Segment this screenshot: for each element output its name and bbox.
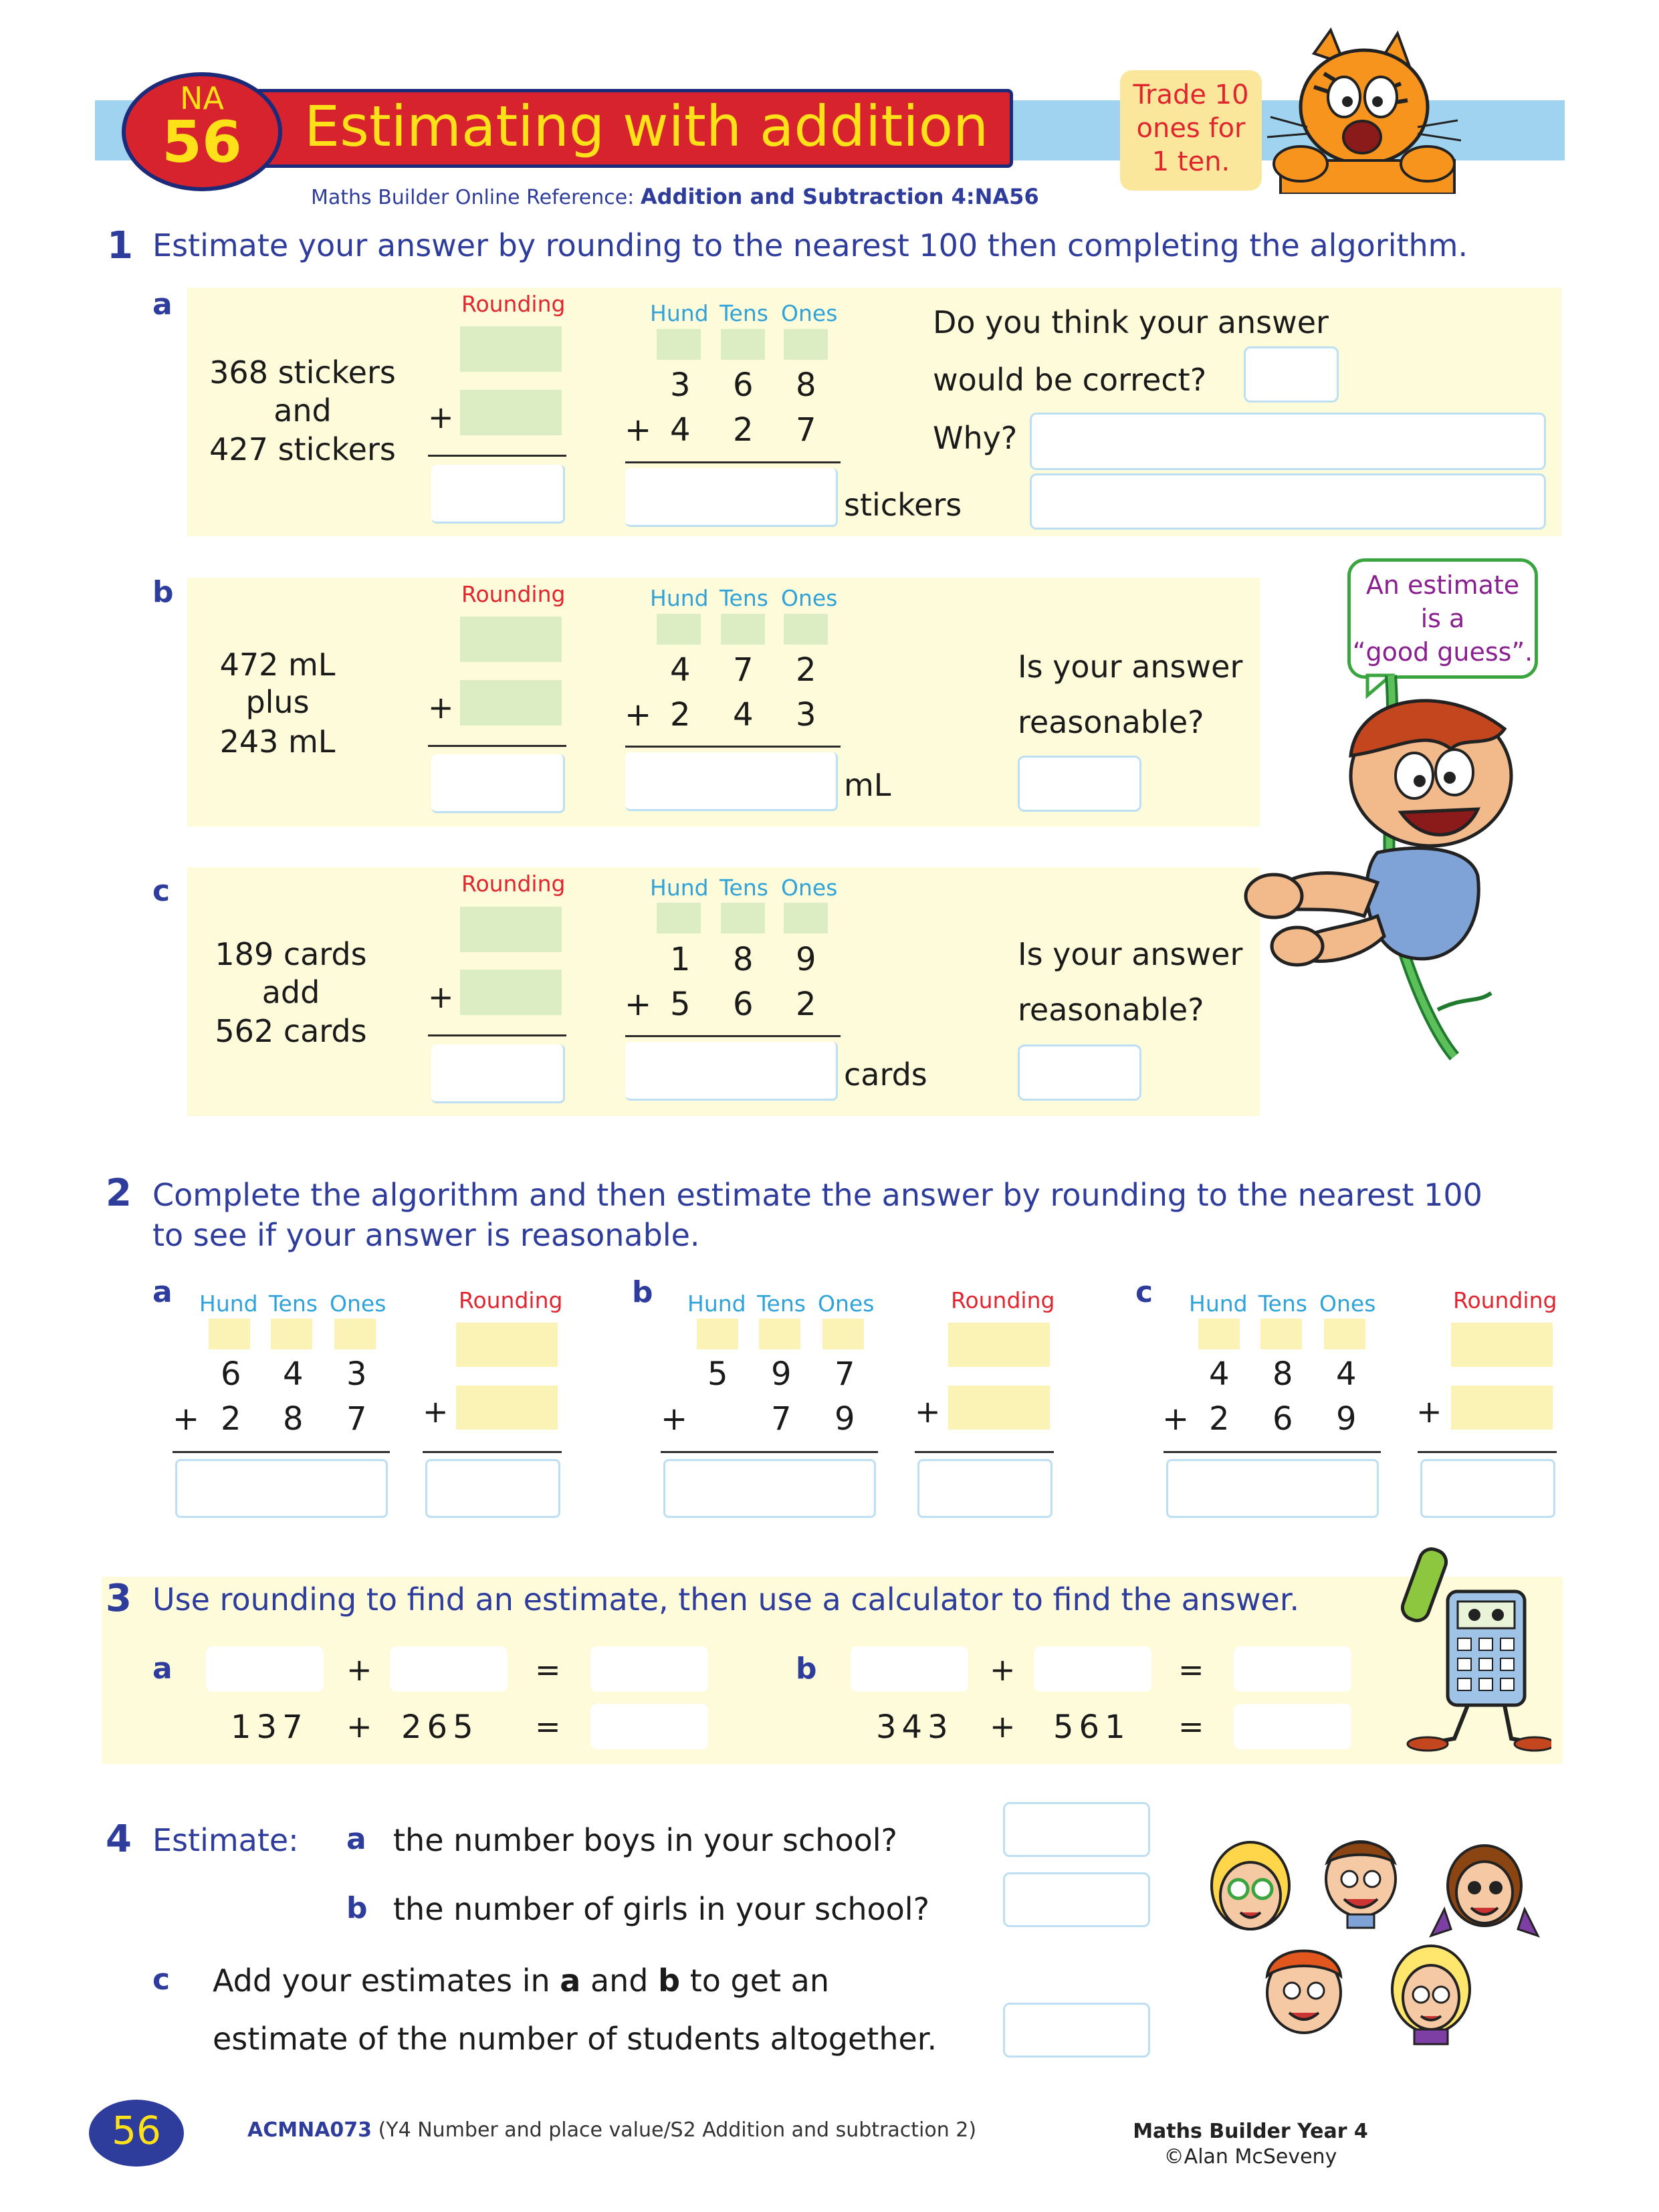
q2a-carry-ones[interactable]	[334, 1319, 376, 1349]
page-number: 56	[112, 2108, 161, 2153]
q1c-rounding-plus: +	[428, 979, 454, 1015]
q3-instruction: Use rounding to find an estimate, then use a calculator to find the answer.	[152, 1581, 1300, 1618]
q1a-rounding-plus: +	[428, 399, 454, 435]
q3a-estimate-left-input[interactable]	[206, 1646, 324, 1692]
q1c-rounding-answer-input[interactable]	[431, 1044, 565, 1103]
q3b-estimate-answer-input[interactable]	[1234, 1646, 1351, 1692]
q3b-calc-plus: +	[990, 1708, 1016, 1745]
q1a-problem-line-3: 427 stickers	[209, 431, 396, 467]
q1c-bottom-ones: 2	[796, 986, 816, 1023]
q4c-pre: Add your estimates in	[213, 1963, 560, 1999]
q2c-top-hund: 4	[1209, 1355, 1230, 1393]
q4c-estimate-input[interactable]	[1003, 2003, 1150, 2058]
q1a-rounding-answer-input[interactable]	[431, 465, 565, 524]
q1a-hund-label: Hund	[650, 300, 709, 326]
q1c-problem-line-3: 562 cards	[215, 1013, 367, 1049]
q1b-rounding-label: Rounding	[461, 581, 566, 607]
q1b-algorithm-rule	[625, 746, 841, 748]
q1a-carry-ones[interactable]	[784, 329, 828, 360]
q3a-estimate-equals: =	[535, 1652, 561, 1688]
reference-prefix: Maths Builder Online Reference:	[311, 186, 635, 209]
q1a-problem-line-1: 368 stickers	[209, 354, 396, 391]
q2c-top-tens: 8	[1273, 1355, 1293, 1393]
q3a-calc-plus: +	[346, 1708, 372, 1745]
q1a-rounding-bottom-input[interactable]	[460, 390, 562, 435]
tiger-cartoon-icon	[1267, 27, 1461, 194]
q1b-carry-ones[interactable]	[784, 614, 828, 645]
boy-on-vine-icon	[1224, 662, 1585, 1063]
q2a-rounding-answer-input[interactable]	[425, 1459, 560, 1518]
q2a-top-hund: 6	[221, 1355, 241, 1393]
calculator-cartoon-icon	[1391, 1545, 1551, 1752]
q1c-tens-label: Tens	[720, 875, 768, 901]
q4c-line-2: estimate of the number of students altogether.	[213, 2021, 937, 2057]
q2a-top-tens: 4	[283, 1355, 304, 1393]
q4c-mid: and	[580, 1963, 659, 1999]
q2c-rounding-label: Rounding	[1453, 1287, 1557, 1313]
q4c-letter: c	[152, 1963, 171, 1997]
q2b-top-hund: 5	[707, 1355, 728, 1393]
q4-number: 4	[106, 1817, 132, 1861]
q2b-tens-label: Tens	[757, 1291, 806, 1317]
q2c-algorithm-answer-input[interactable]	[1166, 1459, 1379, 1518]
q1b-problem-line-1: 472 mL	[219, 647, 336, 683]
q2b-bottom-ones: 9	[835, 1400, 855, 1438]
q1a-question-line-3: Why?	[933, 420, 1018, 456]
q1b-bottom-tens: 4	[733, 696, 754, 734]
q1a-rounding-top-input[interactable]	[460, 326, 562, 372]
q1c-rounding-rule	[428, 1034, 566, 1036]
q2c-rounding-top-input[interactable]	[1451, 1323, 1553, 1367]
q2a-hund-label: Hund	[199, 1291, 258, 1317]
q2c-ones-label: Ones	[1319, 1291, 1376, 1317]
q1c-problem-line-2: add	[261, 974, 320, 1010]
q2b-algorithm-rule	[661, 1451, 878, 1453]
q3b-letter: b	[796, 1652, 817, 1686]
q3a-estimate-answer-input[interactable]	[590, 1646, 708, 1692]
q2c-rounding-answer-input[interactable]	[1420, 1459, 1555, 1518]
q2-number: 2	[106, 1172, 132, 1215]
q2a-tens-label: Tens	[269, 1291, 318, 1317]
q2b-carry-ones[interactable]	[822, 1319, 864, 1349]
speech-line-1: An estimate	[1365, 570, 1520, 600]
q2a-ones-label: Ones	[330, 1291, 386, 1317]
tip-line-1: Trade 10	[1133, 80, 1249, 110]
q2b-rounding-plus: +	[915, 1394, 941, 1430]
q3a-letter: a	[152, 1652, 173, 1686]
q1b-bottom-ones: 3	[796, 696, 816, 734]
q2c-rounding-bottom-input[interactable]	[1451, 1386, 1553, 1430]
q1b-letter: b	[152, 575, 174, 609]
q2a-bottom-ones: 7	[346, 1400, 367, 1438]
q2c-bottom-tens: 6	[1273, 1400, 1293, 1438]
q1c-ones-label: Ones	[781, 875, 838, 901]
curriculum-text: (Y4 Number and place value/S2 Addition and subtraction 2)	[372, 2118, 977, 2142]
q1a-rounding-label: Rounding	[461, 291, 566, 317]
q2a-algorithm-plus: +	[173, 1400, 200, 1438]
q1a-bottom-tens: 2	[733, 411, 754, 449]
q2b-rounding-bottom-input[interactable]	[948, 1386, 1050, 1430]
q2a-algorithm-answer-input[interactable]	[175, 1459, 388, 1518]
q1b-problem-line-3: 243 mL	[219, 724, 336, 760]
reference-line	[311, 184, 1039, 209]
q2b-letter: b	[632, 1275, 653, 1309]
tip-line-2: ones for	[1136, 113, 1246, 144]
q3b-estimate-equals: =	[1178, 1652, 1204, 1688]
q4b-text: the number of girls in your school?	[393, 1891, 929, 1927]
q1c-algorithm-plus: +	[625, 986, 652, 1023]
q2b-rounding-label: Rounding	[951, 1287, 1055, 1313]
q2a-rounding-top-input[interactable]	[456, 1323, 558, 1367]
q1a-carry-tens[interactable]	[721, 329, 765, 360]
q2c-carry-ones[interactable]	[1324, 1319, 1365, 1349]
q1a-carry-hund[interactable]	[657, 329, 701, 360]
q3b-right-number: 561	[1053, 1708, 1131, 1746]
q2c-algorithm-rule	[1164, 1451, 1381, 1453]
q1a-algorithm-plus: +	[625, 411, 652, 449]
q1a-question-line-2: would be correct?	[933, 362, 1207, 398]
q3b-left-number: 343	[876, 1708, 954, 1746]
q2b-carry-hund[interactable]	[697, 1319, 738, 1349]
q1a-top-hund: 3	[670, 366, 691, 404]
q1c-bottom-hund: 5	[670, 986, 691, 1023]
footer-copyright: ©Alan McSeveny	[1164, 2145, 1337, 2169]
q2a-algorithm-rule	[173, 1451, 390, 1453]
q1a-rounding-rule	[428, 455, 566, 457]
q1c-bottom-tens: 6	[733, 986, 754, 1023]
tip-line-3: 1 ten.	[1151, 146, 1230, 177]
q4b-estimate-input[interactable]	[1003, 1872, 1150, 1927]
q3b-estimate-right-input[interactable]	[1034, 1646, 1151, 1692]
speech-line-2: is a	[1420, 604, 1465, 633]
q1b-hund-label: Hund	[650, 585, 709, 611]
q2a-bottom-hund: 2	[221, 1400, 241, 1438]
q1c-carry-hund[interactable]	[657, 903, 701, 933]
q1a-letter: a	[152, 288, 173, 322]
q1c-problem-line-1: 189 cards	[215, 936, 367, 972]
q2c-tens-label: Tens	[1258, 1291, 1307, 1317]
q2a-rounding-label: Rounding	[459, 1287, 563, 1313]
tip-note	[1120, 70, 1262, 191]
q2a-top-ones: 3	[346, 1355, 367, 1393]
q2b-algorithm-answer-input[interactable]	[663, 1459, 876, 1518]
q1b-algorithm-answer-input[interactable]	[625, 752, 838, 811]
q1c-carry-tens[interactable]	[721, 903, 765, 933]
q1a-algorithm-answer-input[interactable]	[625, 468, 838, 527]
q1b-rounding-plus: +	[428, 689, 454, 726]
lesson-badge-code: NA	[180, 80, 224, 116]
q2c-top-ones: 4	[1336, 1355, 1357, 1393]
q1-instruction: Estimate your answer by rounding to the nearest 100 then completing the algorithm.	[152, 227, 1468, 263]
q2a-rounding-bottom-input[interactable]	[456, 1386, 558, 1430]
q1b-rounding-answer-input[interactable]	[431, 754, 565, 813]
q1c-rounding-top-input[interactable]	[460, 907, 562, 952]
q1a-why-input-1[interactable]	[1030, 413, 1546, 470]
q1b-question-line-1: Is your answer	[1018, 649, 1243, 685]
q4c-post: to get an	[680, 1963, 830, 1999]
footer-book: Maths Builder Year 4	[1133, 2120, 1368, 2143]
q3a-estimate-right-input[interactable]	[390, 1646, 508, 1692]
q1c-reasonable-input[interactable]	[1018, 1044, 1141, 1101]
q2c-algorithm-plus: +	[1162, 1400, 1190, 1438]
q4c-bold-b: b	[658, 1963, 681, 1999]
q2-instruction-line-1: Complete the algorithm and then estimate the answer by rounding to the nearest 100	[152, 1177, 1482, 1213]
q1a-bottom-hund: 4	[670, 411, 691, 449]
q1b-question-line-2: reasonable?	[1018, 704, 1204, 740]
q1c-algorithm-answer-input[interactable]	[625, 1042, 838, 1101]
q1a-unit: stickers	[844, 487, 962, 523]
children-faces-icon	[1204, 1822, 1565, 2050]
q2b-hund-label: Hund	[687, 1291, 746, 1317]
q2c-bottom-ones: 9	[1336, 1400, 1357, 1438]
q1b-top-tens: 7	[733, 651, 754, 689]
q2c-rounding-plus: +	[1416, 1394, 1442, 1430]
q1c-unit: cards	[844, 1057, 927, 1093]
q2a-bottom-tens: 8	[283, 1400, 304, 1438]
q2b-rounding-top-input[interactable]	[948, 1323, 1050, 1367]
q1a-why-input-2[interactable]	[1030, 473, 1546, 530]
q1-number: 1	[107, 224, 133, 267]
q1c-rounding-bottom-input[interactable]	[460, 970, 562, 1015]
q1a-tens-label: Tens	[720, 300, 768, 326]
q2a-carry-hund[interactable]	[209, 1319, 250, 1349]
q1a-problem-line-2: and	[273, 393, 332, 429]
q2a-rounding-plus: +	[423, 1394, 449, 1430]
q1b-tens-label: Tens	[720, 585, 768, 611]
page-title: Estimating with addition	[304, 94, 989, 159]
q1a-question-line-1: Do you think your answer	[933, 304, 1329, 340]
q4-label: Estimate:	[152, 1822, 299, 1858]
q1b-unit: mL	[844, 767, 891, 803]
q4a-letter: a	[346, 1822, 366, 1856]
q1b-ones-label: Ones	[781, 585, 838, 611]
q1b-rounding-bottom-input[interactable]	[460, 680, 562, 726]
q1b-top-ones: 2	[796, 651, 816, 689]
q2b-algorithm-plus: +	[661, 1400, 688, 1438]
q4c-bold-a: a	[560, 1963, 581, 1999]
q4c-line-1	[213, 1963, 829, 1999]
q4a-estimate-input[interactable]	[1003, 1802, 1150, 1857]
q2c-carry-tens[interactable]	[1260, 1319, 1302, 1349]
q2c-bottom-hund: 2	[1209, 1400, 1230, 1438]
q1b-rounding-rule	[428, 745, 566, 747]
q2b-ones-label: Ones	[818, 1291, 875, 1317]
q1c-algorithm-rule	[625, 1035, 841, 1037]
q1b-top-hund: 4	[670, 651, 691, 689]
q1a-top-tens: 6	[733, 366, 754, 404]
q1b-reasonable-input[interactable]	[1018, 756, 1141, 812]
q2c-carry-hund[interactable]	[1198, 1319, 1240, 1349]
q2b-bottom-tens: 7	[771, 1400, 792, 1438]
q1b-algorithm-plus: +	[625, 696, 652, 734]
speech-line-3: “good guess”.	[1352, 637, 1533, 667]
q1b-bottom-hund: 2	[670, 696, 691, 734]
q2b-rounding-rule	[915, 1451, 1054, 1453]
q2b-carry-tens[interactable]	[759, 1319, 800, 1349]
q1c-question-line-2: reasonable?	[1018, 992, 1204, 1028]
q1b-problem-line-2: plus	[245, 684, 310, 720]
q2c-rounding-rule	[1418, 1451, 1557, 1453]
q3a-right-number: 265	[401, 1708, 479, 1746]
q1c-hund-label: Hund	[650, 875, 709, 901]
q1c-top-ones: 9	[796, 941, 816, 978]
q4b-letter: b	[346, 1891, 368, 1925]
q4a-text: the number boys in your school?	[393, 1822, 897, 1858]
lesson-badge-number: 56	[162, 109, 242, 176]
q1b-rounding-top-input[interactable]	[460, 617, 562, 662]
q1a-bottom-ones: 7	[796, 411, 816, 449]
q1b-carry-hund[interactable]	[657, 614, 701, 645]
q3b-estimate-left-input[interactable]	[851, 1646, 968, 1692]
q1a-algorithm-rule	[625, 461, 841, 463]
q1c-top-tens: 8	[733, 941, 754, 978]
q1a-correct-input[interactable]	[1244, 346, 1339, 403]
q3a-left-number: 137	[231, 1708, 308, 1746]
q2b-top-ones: 7	[835, 1355, 855, 1393]
q2b-rounding-answer-input[interactable]	[917, 1459, 1053, 1518]
q2a-letter: a	[152, 1275, 173, 1309]
curriculum-code: ACMNA073	[247, 2118, 372, 2142]
q3-number: 3	[106, 1577, 132, 1620]
q3b-calc-answer-input[interactable]	[1234, 1704, 1351, 1749]
q1c-top-hund: 1	[670, 941, 691, 978]
q1c-carry-ones[interactable]	[784, 903, 828, 933]
q1a-ones-label: Ones	[781, 300, 838, 326]
q1c-question-line-1: Is your answer	[1018, 936, 1243, 972]
q3b-calc-equals: =	[1178, 1708, 1204, 1745]
q2b-top-tens: 9	[771, 1355, 792, 1393]
q3a-calc-equals: =	[535, 1708, 561, 1745]
q2c-letter: c	[1135, 1275, 1153, 1309]
speech-bubble	[1347, 558, 1538, 679]
q2a-rounding-rule	[423, 1451, 562, 1453]
q3b-estimate-plus: +	[990, 1652, 1016, 1688]
q1b-carry-tens[interactable]	[721, 614, 765, 645]
q2a-carry-tens[interactable]	[271, 1319, 312, 1349]
q2-instruction-line-2: to see if your answer is reasonable.	[152, 1217, 700, 1253]
q3a-estimate-plus: +	[346, 1652, 372, 1688]
q3a-calc-answer-input[interactable]	[590, 1704, 708, 1749]
curriculum-line	[247, 2118, 976, 2142]
reference-value: Addition and Subtraction 4:NA56	[640, 184, 1039, 209]
q1a-top-ones: 8	[796, 366, 816, 404]
q1c-letter: c	[152, 874, 171, 908]
q2c-hund-label: Hund	[1189, 1291, 1248, 1317]
q1c-rounding-label: Rounding	[461, 871, 566, 897]
